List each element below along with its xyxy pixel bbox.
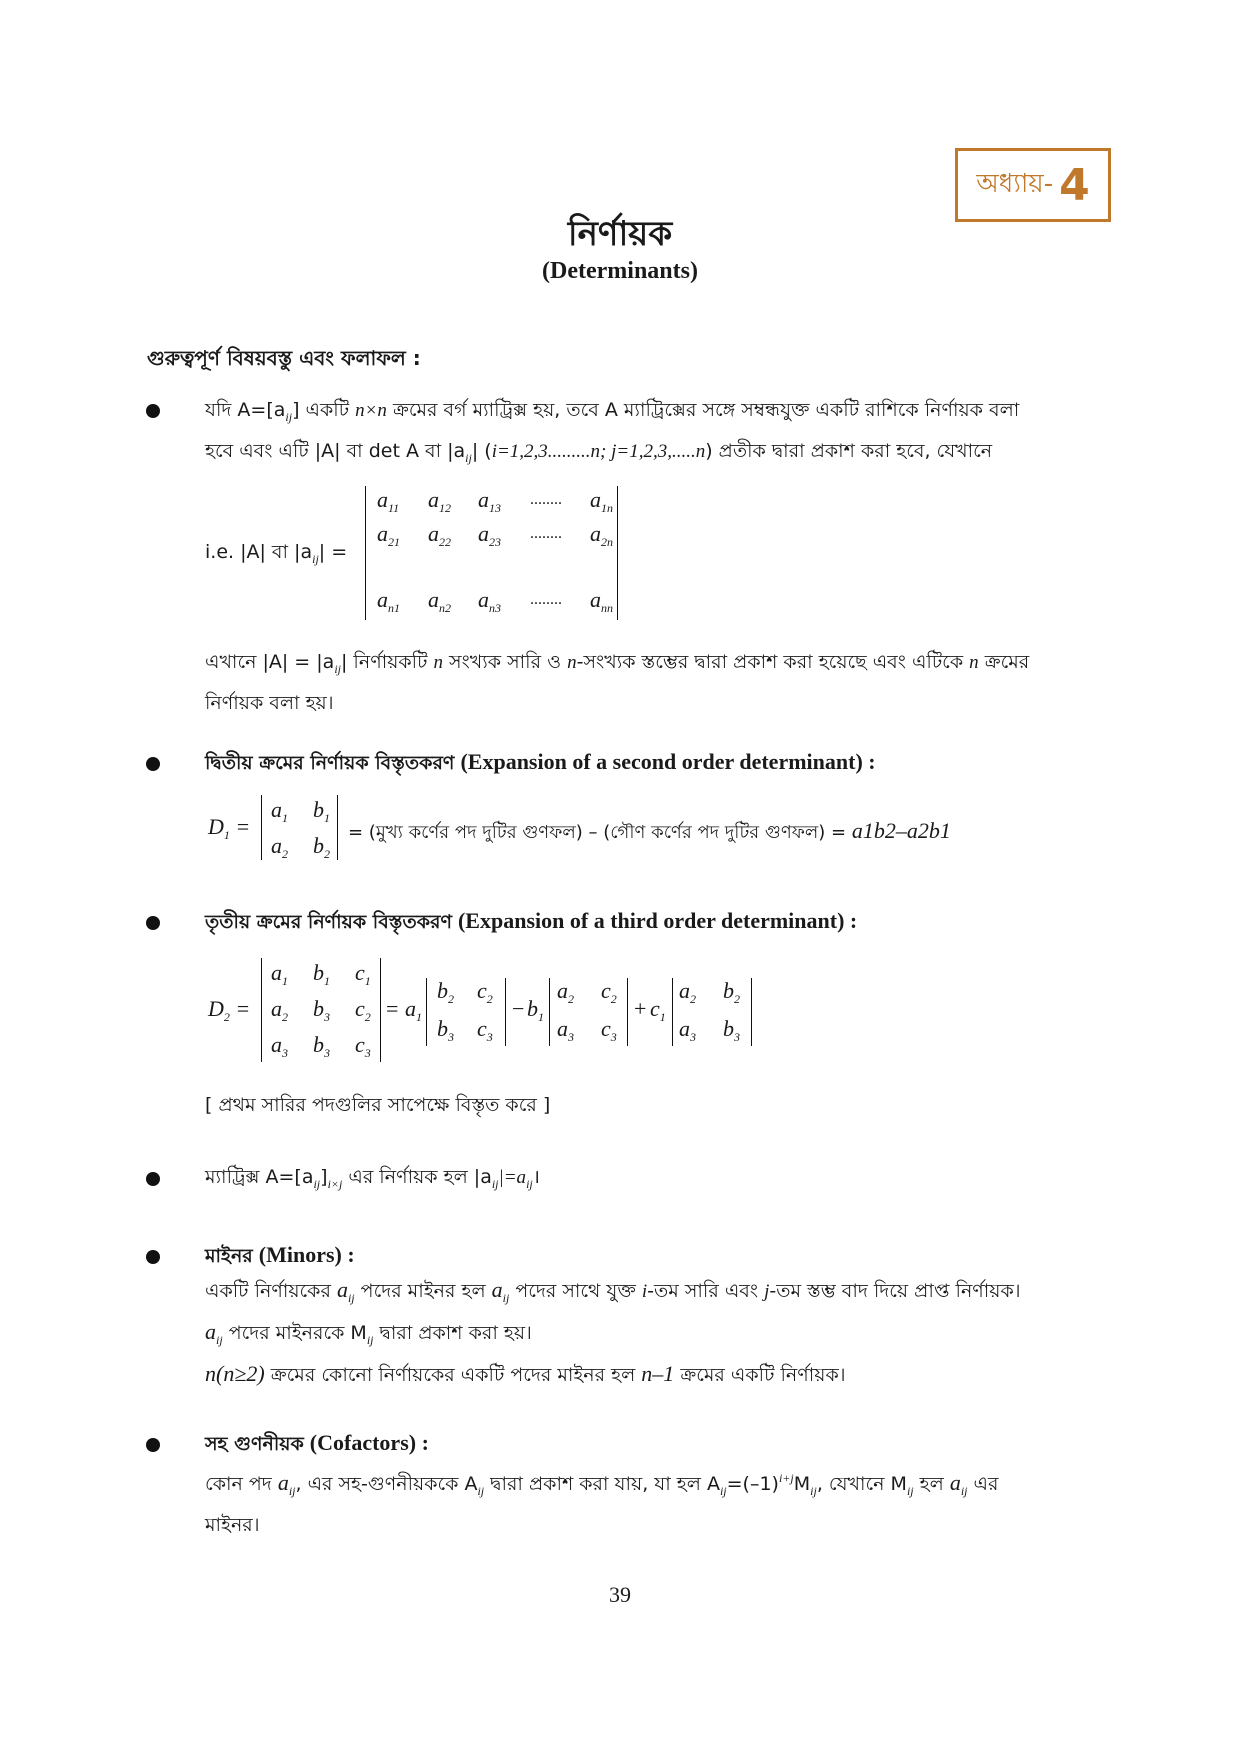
text: , যেখানে M bbox=[816, 1473, 907, 1495]
minors-section: মাইনর (Minors) : একটি নির্ণায়কের $a_{ij}$ পদের মাইনর হল $a_{ij}$ পদের সাথে যুক্ত i-তম সারি এবং j-তম স্তম্ভ বাদ দিয়ে প্রাপ্ত নির্ণায়ক। $a_{ij}$ পদের মাইনরকে $M_{ij}$ দ্বারা প্রকাশ করা হয়। n(n≥2) ক্রমের কোনো নির্ণায়কের একটি পদের মাইনর হল n–1 ক্রমের একটি নির্ণায়ক। bbox=[205, 1242, 1021, 1386]
text: তৃতীয় ক্রমের নির্ণায়ক বিস্তৃতকরণ bbox=[205, 911, 452, 933]
bullet-icon bbox=[146, 1172, 160, 1186]
text: -তম স্তম্ভ বাদ দিয়ে প্রাপ্ত নির্ণায়ক। bbox=[769, 1280, 1021, 1302]
det3-entry: $a_1$ bbox=[405, 996, 422, 1024]
text: দ্বারা প্রকাশ করা যায়, যা হল A bbox=[484, 1473, 720, 1495]
text: n bbox=[567, 652, 577, 673]
text: j bbox=[764, 1281, 770, 1302]
bullet-icon bbox=[146, 1250, 160, 1264]
det-entry: $a_{21}$ bbox=[377, 521, 400, 549]
text: (Cofactors) : bbox=[309, 1430, 429, 1455]
page-number: 39 bbox=[609, 1582, 631, 1607]
text: i.e. |A| বা |a bbox=[205, 541, 313, 563]
det3-entry: $a_2$ bbox=[679, 978, 696, 1006]
second-order-rhs bbox=[348, 814, 1128, 850]
det3-entry: $b_3$ bbox=[723, 1016, 740, 1044]
det-entry: $a_{n1}$ bbox=[377, 587, 400, 615]
det3-entry: $b_1$ bbox=[313, 960, 330, 988]
section-heading: গুরুত্বপূর্ণ বিষয়বস্তু এবং ফলাফল : bbox=[147, 346, 421, 370]
det3-entry: $b_3$ bbox=[437, 1016, 454, 1044]
det2-b2: $b_2$ bbox=[313, 833, 330, 861]
det3-entry: $c_1$ bbox=[650, 996, 666, 1024]
text: (Expansion of a second order determinant) : bbox=[460, 749, 876, 774]
text: n×n bbox=[355, 400, 387, 421]
second-order-heading bbox=[205, 745, 1120, 780]
det3-bar bbox=[751, 978, 752, 1046]
text: | ( bbox=[471, 440, 492, 462]
text: ] একটি bbox=[292, 399, 356, 421]
text: । bbox=[532, 1166, 540, 1188]
det2-a2: $a_2$ bbox=[271, 833, 288, 861]
det3-entry: $c_2$ bbox=[355, 996, 371, 1024]
det-entry: $a_{12}$ bbox=[428, 487, 451, 515]
det3-entry: $c_3$ bbox=[355, 1032, 371, 1060]
text: হবে এবং এটি |A| বা det A বা |a bbox=[205, 440, 466, 462]
text: i×j bbox=[327, 1177, 343, 1191]
text: n–1 bbox=[641, 1361, 675, 1386]
text: | নির্ণায়কটি bbox=[340, 651, 434, 673]
text: =(–1) bbox=[726, 1473, 779, 1495]
text: ij bbox=[334, 662, 341, 676]
text: এর নির্ণায়ক হল |a bbox=[342, 1166, 492, 1188]
text: মাইনর bbox=[205, 1245, 253, 1267]
det-entry: ........ bbox=[530, 591, 562, 608]
text: ) প্রতীক দ্বারা প্রকাশ করা হবে, যেখানে bbox=[705, 440, 993, 462]
cofactors-section: সহ গুণনীয়ক (Cofactors) : কোন পদ $a_{ij}$, এর সহ-গুণনীয়ককে $A_{ij}$ দ্বারা প্রকাশ করা যায়, যা হল $A_{ij}=(-1)^{i+j}M_{ij}$, যেখানে $M_{ij}$ হল $a_{ij}$ এর মাইনর। bbox=[205, 1426, 1120, 1542]
text: পদের সাথে যুক্ত bbox=[509, 1280, 642, 1302]
text: ক্রমের bbox=[978, 651, 1030, 673]
single-element-line bbox=[205, 1160, 1120, 1201]
bullet-icon bbox=[146, 757, 160, 771]
det-entry: $a_{22}$ bbox=[428, 521, 451, 549]
text: ij bbox=[312, 552, 319, 566]
det-entry: $a_{11}$ bbox=[377, 487, 400, 515]
det3-entry: $c_3$ bbox=[477, 1016, 493, 1044]
text: ij bbox=[465, 451, 472, 465]
d2-label: $D_2$ = bbox=[208, 996, 251, 1024]
text: ক্রমের বর্গ ম্যাট্রিক্স হয়, তবে A ম্যাট্রিক্সের সঙ্গে সম্বন্ধযুক্ত একটি রাশিকে নির্ণায়ক বলা bbox=[386, 399, 1020, 421]
text: (Minors) : bbox=[258, 1242, 355, 1267]
text: এখানে |A| = |a bbox=[205, 651, 335, 673]
text: কোন পদ bbox=[205, 1473, 278, 1495]
page-title: নির্ণায়ক bbox=[567, 214, 673, 254]
text: ] bbox=[320, 1166, 328, 1188]
d1-label: $D_1$ = bbox=[208, 814, 251, 842]
text: n bbox=[433, 652, 444, 673]
det3-entry: $a_2$ bbox=[271, 996, 288, 1024]
det3-bar-right bbox=[380, 958, 381, 1062]
det3-bar bbox=[549, 978, 550, 1046]
page-subtitle: (Determinants) bbox=[542, 258, 698, 284]
text: -সংখ্যক স্তম্ভের দ্বারা প্রকাশ করা হয়েছে এবং এটিকে bbox=[576, 651, 970, 673]
det-entry: $a_{23}$ bbox=[478, 521, 501, 549]
intro-after-paragraph bbox=[205, 645, 1120, 720]
text: 2 bbox=[223, 1010, 230, 1024]
det-entry: $a_{1n}$ bbox=[590, 487, 613, 515]
text: মাইনর। bbox=[205, 1514, 260, 1536]
det-entry: ........ bbox=[530, 491, 562, 508]
det3-entry: = bbox=[386, 996, 399, 1021]
det3-entry: $b_3$ bbox=[313, 996, 330, 1024]
det2-b1: $b_1$ bbox=[313, 797, 330, 825]
det3-entry: $c_1$ bbox=[355, 960, 371, 988]
det3-entry: $a_3$ bbox=[271, 1032, 288, 1060]
det2-bar-left bbox=[261, 795, 262, 860]
text: i bbox=[641, 1281, 648, 1302]
bullet-icon bbox=[146, 916, 160, 930]
det3-entry: $b_3$ bbox=[313, 1032, 330, 1060]
text: ম্যাট্রিক্স A=[a bbox=[205, 1166, 314, 1188]
text: -তম সারি এবং bbox=[647, 1280, 765, 1302]
third-order-note bbox=[205, 1088, 1120, 1122]
text: | = bbox=[318, 541, 348, 563]
bullet-icon bbox=[146, 404, 160, 418]
text: সহ গুণনীয়ক bbox=[205, 1433, 304, 1455]
text: ij bbox=[313, 1177, 321, 1191]
det-entry: $a_{13}$ bbox=[478, 487, 501, 515]
det3-entry: $a_3$ bbox=[679, 1016, 696, 1044]
det-bar-right bbox=[617, 486, 618, 620]
chapter-word: অধ্যায়- bbox=[976, 169, 1054, 199]
text: |=a bbox=[498, 1167, 527, 1188]
det3-entry: $a_2$ bbox=[557, 978, 574, 1006]
text: দ্বারা প্রকাশ করা হয়। bbox=[373, 1322, 532, 1344]
det3-bar bbox=[505, 978, 506, 1046]
det3-entry: $b_1$ bbox=[527, 996, 544, 1024]
text: , এর সহ-গুণনীয়ককে A bbox=[295, 1473, 478, 1495]
det3-entry: $b_2$ bbox=[723, 978, 740, 1006]
text: পদের মাইনর হল bbox=[354, 1280, 492, 1302]
det-entry: ........ bbox=[530, 525, 562, 542]
det2-a1: $a_1$ bbox=[271, 797, 288, 825]
text: ক্রমের কোনো নির্ণায়কের একটি পদের মাইনর হল bbox=[264, 1364, 642, 1386]
text: ij bbox=[491, 1177, 499, 1191]
text: দ্বিতীয় ক্রমের নির্ণায়ক বিস্তৃতকরণ bbox=[205, 752, 455, 774]
det3-bar-left bbox=[261, 958, 262, 1062]
chapter-number: 4 bbox=[1059, 159, 1090, 211]
third-order-heading bbox=[205, 904, 1120, 939]
det3-bar bbox=[627, 978, 628, 1046]
text: যদি A=[a bbox=[205, 399, 286, 421]
det-entry: $a_{2n}$ bbox=[590, 521, 613, 549]
text: a1b2–a2b1 bbox=[851, 818, 951, 843]
text: 1 bbox=[223, 828, 230, 842]
text: ij bbox=[526, 1177, 533, 1191]
intro-paragraph bbox=[205, 393, 1120, 475]
text: ij bbox=[285, 410, 293, 424]
det-bar-left bbox=[365, 486, 366, 620]
det3-entry: − bbox=[512, 996, 525, 1021]
text: M bbox=[793, 1473, 811, 1495]
bullet-icon bbox=[146, 1438, 160, 1452]
text: একটি নির্ণায়কের bbox=[205, 1280, 337, 1302]
text: D bbox=[208, 814, 224, 839]
det3-entry: $a_3$ bbox=[557, 1016, 574, 1044]
det3-entry: $b_2$ bbox=[437, 978, 454, 1006]
text: সংখ্যক সারি ও bbox=[443, 651, 568, 673]
text: (Expansion of a third order determinant) : bbox=[457, 908, 858, 933]
det3-bar bbox=[672, 978, 673, 1046]
det3-entry: + bbox=[634, 996, 647, 1021]
text: i=1,2,3.........n; j=1,2,3,.....n bbox=[491, 441, 706, 462]
text: i+j bbox=[778, 1471, 794, 1485]
ie-label bbox=[205, 535, 365, 576]
text: D bbox=[208, 996, 224, 1021]
text: এর bbox=[967, 1473, 999, 1495]
text: হল bbox=[913, 1473, 950, 1495]
text: ক্রমের একটি নির্ণায়ক। bbox=[674, 1364, 846, 1386]
text: = (মুখ্য কর্ণের পদ দুটির গুণফল) – (গৌণ কর্ণের পদ দুটির গুণফল) = bbox=[348, 822, 852, 843]
text: n(n≥2) bbox=[205, 1361, 265, 1386]
det3-bar bbox=[426, 978, 427, 1046]
text: পদের মাইনরকে M bbox=[222, 1322, 367, 1344]
det-entry: $a_{n2}$ bbox=[428, 587, 451, 615]
det-entry: $a_{nn}$ bbox=[590, 587, 613, 615]
det3-entry: $c_2$ bbox=[477, 978, 493, 1006]
det3-entry: $c_3$ bbox=[601, 1016, 617, 1044]
det-entry: $a_{n3}$ bbox=[478, 587, 501, 615]
det3-entry: $c_2$ bbox=[601, 978, 617, 1006]
det3-entry: $a_1$ bbox=[271, 960, 288, 988]
text: নির্ণায়ক বলা হয়। bbox=[205, 692, 334, 714]
text: [ প্রথম সারির পদগুলির সাপেক্ষে বিস্তৃত করে ] bbox=[205, 1094, 551, 1116]
text: n bbox=[969, 652, 979, 673]
det2-bar-right bbox=[337, 795, 338, 860]
